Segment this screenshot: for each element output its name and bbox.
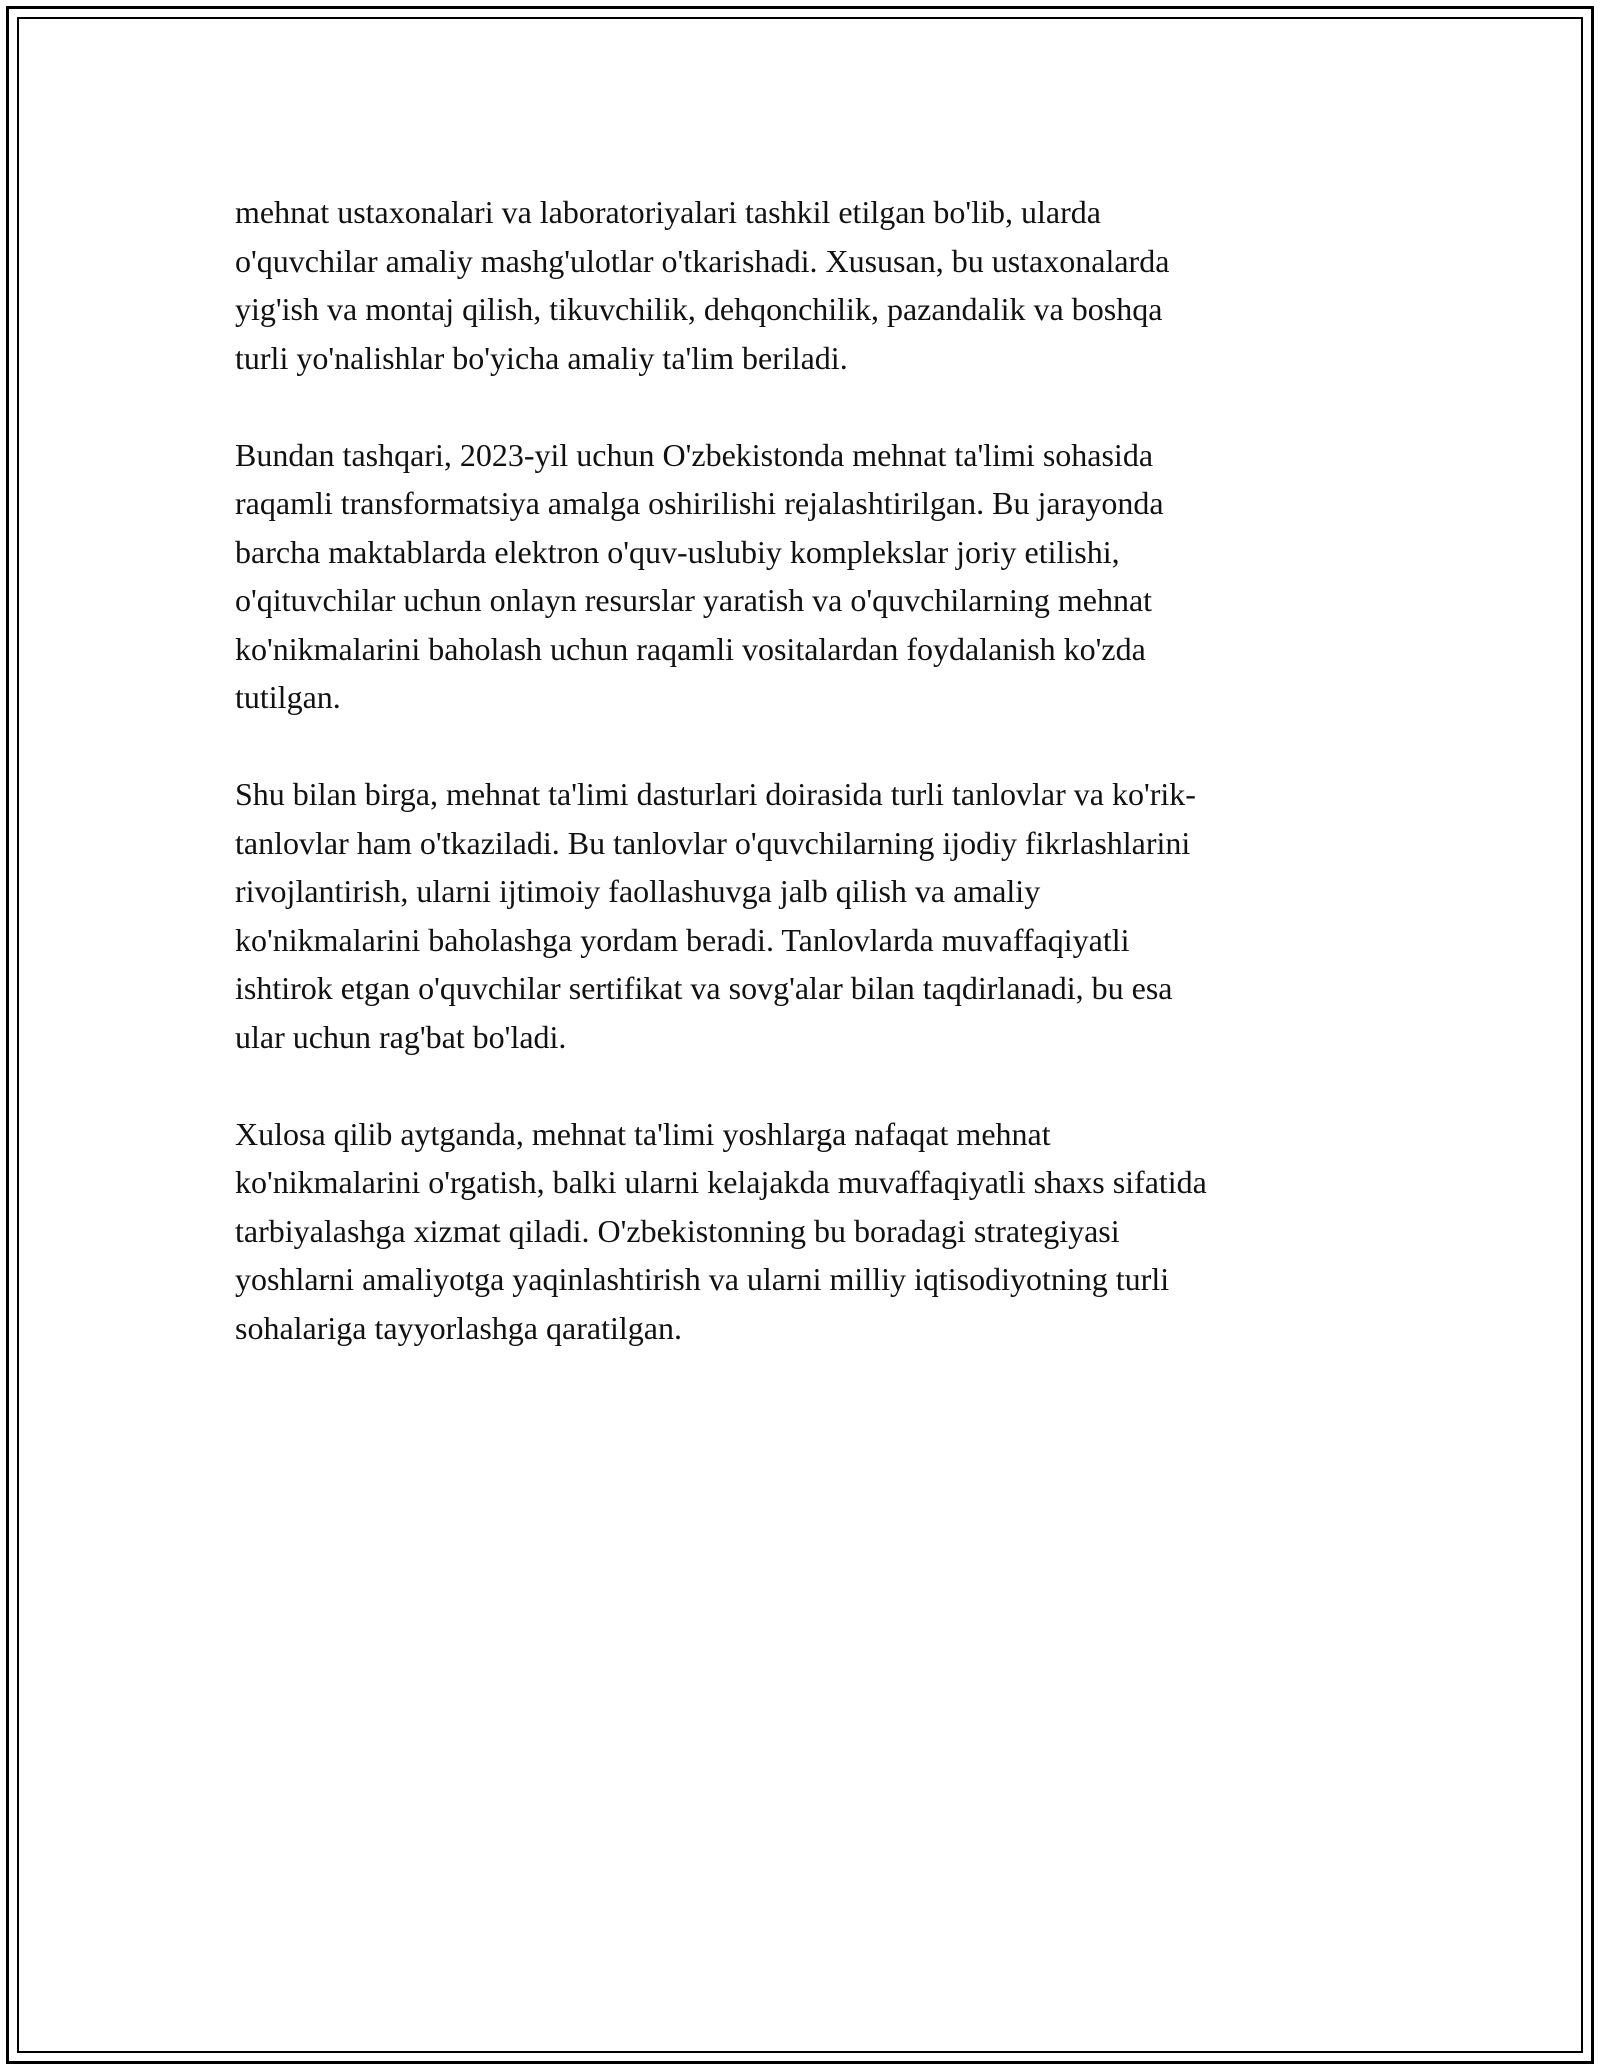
paragraph-competitions: Shu bilan birga, mehnat ta'limi dasturlari doirasida turli tanlovlar va ko'rik- tanlovlar ham o'tkaziladi. Bu tanlovlar o'quvchilarning ijodiy fikrlashlarini rivojlantirish, ularni ijtimoiy faollashuvga jalb qilish va amaliy ko'nikmalarini baholashga yordam beradi. Tanlovlarda muvaffaqiyatli ishtirok etgan o'quvchilar sertifikat va sovg'alar bilan taqdirlanadi, bu esa ular uchun rag'bat bo'ladi. — [235, 776, 1196, 1055]
document-body — [235, 188, 1365, 1401]
paragraph-digital-transformation: Bundan tashqari, 2023-yil uchun O'zbekistonda mehnat ta'limi sohasida raqamli transformatsiya amalga oshirilishi rejalashtirilgan. Bu jarayonda barcha maktablarda elektron o'quv-uslubiy komplekslar joriy etilishi, o'qituvchilar uchun onlayn resurslar yaratish va o'quvchilarning mehnat ko'nikmalarini baholash uchun raqamli vositalardan foydalanish ko'zda tutilgan. — [235, 436, 1164, 715]
paragraph-workshops: mehnat ustaxonalari va laboratoriyalari tashkil etilgan bo'lib, ularda o'quvchilar amaliy mashg'ulotlar o'tkarishadi. Xususan, bu ustaxonalarda yig'ish va montaj qilish, tikuvchilik, dehqonchilik, pazandalik va boshqa turli yo'nalishlar bo'yicha amaliy ta'lim beriladi. — [235, 194, 1170, 376]
paragraph-conclusion: Xulosa qilib aytganda, mehnat ta'limi yoshlarga nafaqat mehnat ko'nikmalarini o'rgatish, balki ularni kelajakda muvaffaqiyatli shaxs sifatida tarbiyalashga xizmat qiladi. O'zbekistonning bu boradagi strategiyasi yoshlarni amaliyotga yaqinlashtirish va ularni milliy iqtisodiyotning turli sohalariga tayyorlashga qaratilgan. — [235, 1115, 1207, 1346]
